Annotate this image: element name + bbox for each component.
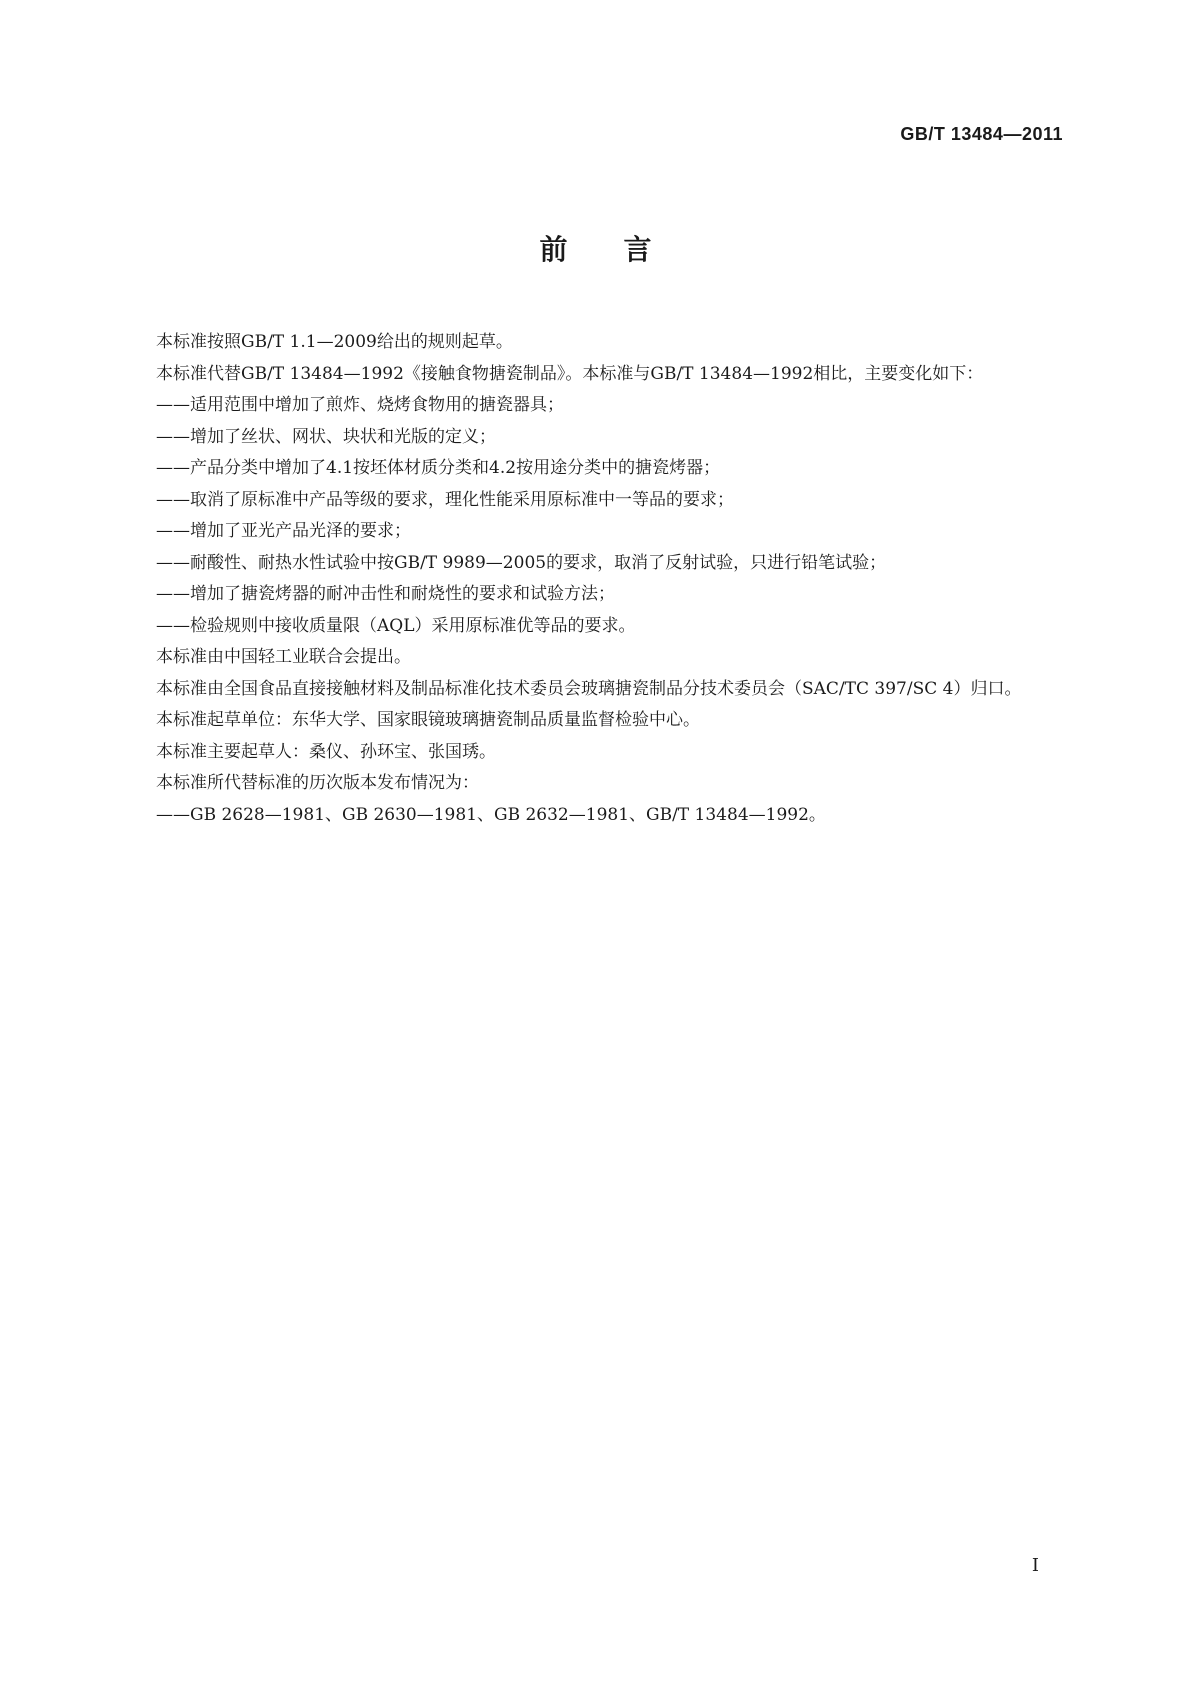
paragraph-history-intro: 本标准所代替标准的历次版本发布情况为： <box>156 773 479 793</box>
paragraph-replaces: 本标准代替GB/T 13484—1992《接触食物搪瓷制品》。本标准与GB/T 13484—1992相比，主要变化如下： <box>156 363 984 384</box>
standard-number: GB/T 13484—2011 <box>900 124 1063 144</box>
change-item: ——取消了原标准中产品等级的要求，理化性能采用原标准中一等品的要求； <box>156 489 734 510</box>
change-item: ——增加了搪瓷烤器的耐冲击性和耐烧性的要求和试验方法； <box>156 584 615 604</box>
change-item: ——增加了丝状、网状、块状和光版的定义； <box>156 426 496 447</box>
change-item: ——适用范围中增加了煎炸、烧烤食物用的搪瓷器具； <box>156 395 564 415</box>
paragraph-administered-by: 本标准由全国食品直接接触材料及制品标准化技术委员会玻璃搪瓷制品分技术委员会（SAC/TC 397/SC 4）归口。 <box>156 678 1022 699</box>
change-item: ——增加了亚光产品光泽的要求； <box>156 521 411 541</box>
paragraph-proposed-by: 本标准由中国轻工业联合会提出。 <box>156 647 411 667</box>
foreword-body <box>122 327 1066 831</box>
page-title: 前言 <box>539 233 708 266</box>
change-item: ——检验规则中接收质量限（AQL）采用原标准优等品的要求。 <box>156 615 636 636</box>
paragraph-drafting-rules: 本标准按照GB/T 1.1—2009给出的规则起草。 <box>156 332 513 352</box>
change-item: ——产品分类中增加了4.1按坯体材质分类和4.2按用途分类中的搪瓷烤器； <box>156 458 721 478</box>
history-item: ——GB 2628—1981、GB 2630—1981、GB 2632—1981、GB/T 13484—1992。 <box>156 804 826 825</box>
paragraph-drafting-units: 本标准起草单位：东华大学、国家眼镜玻璃搪瓷制品质量监督检验中心。 <box>156 710 700 730</box>
page-number: I <box>1031 1555 1039 1576</box>
change-item: ——耐酸性、耐热水性试验中按GB/T 9989—2005的要求，取消了反射试验，只进行铅笔试验； <box>156 552 887 573</box>
paragraph-drafters: 本标准主要起草人：桑仪、孙环宝、张国琇。 <box>156 741 496 762</box>
